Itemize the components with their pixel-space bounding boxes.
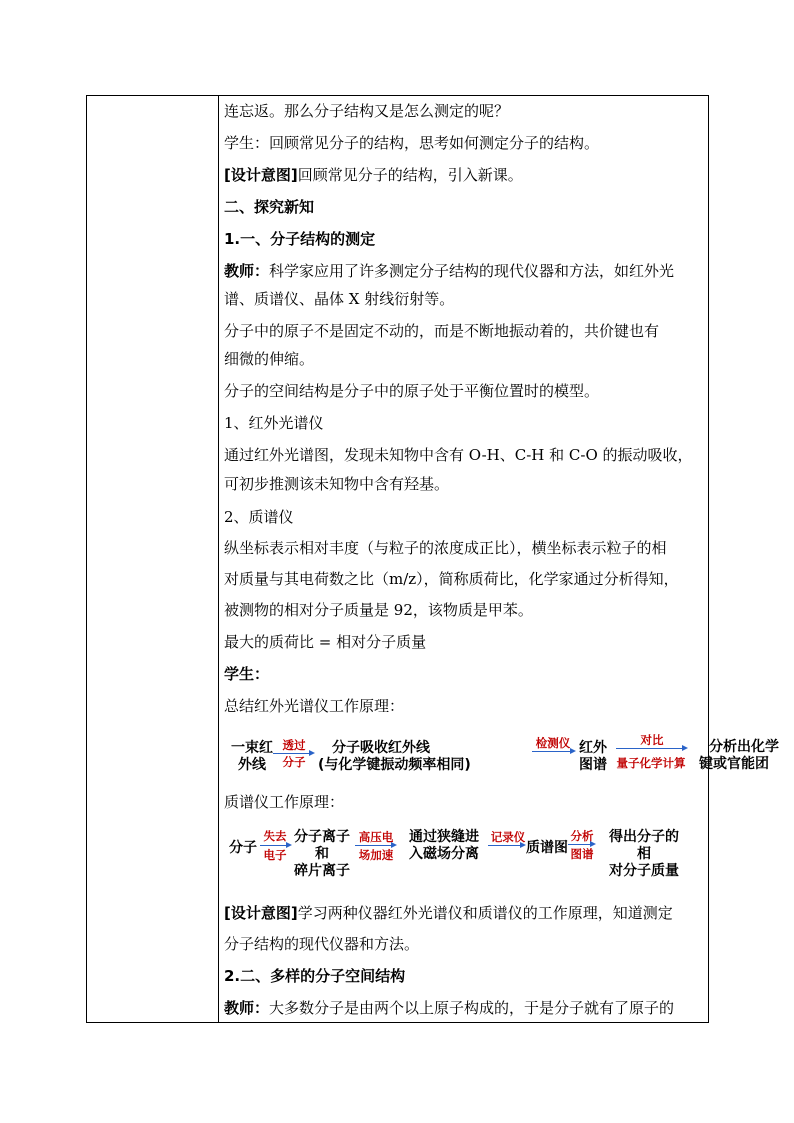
ms-arrow1-label-bottom: 电子: [263, 848, 287, 862]
text-line: 通过红外光谱图，发现未知物中含有 O-H、C-H 和 C-O 的振动吸收，: [224, 446, 693, 464]
teacher-text: 科学家应用了许多测定分子结构的现代仪器和方法，如红外光: [269, 262, 675, 280]
teacher-label: 教师：: [224, 999, 270, 1017]
design-intent-line: [224, 903, 673, 923]
text-line: 质谱仪工作原理：: [224, 793, 345, 811]
ir-arrow3-label-top: 对比: [640, 733, 664, 747]
ms-arrow2-label-bottom: 场加速: [358, 848, 394, 862]
design-intent-label: [设计意图]: [224, 904, 298, 922]
ir-arrow3-label-bottom: 量子化学计算: [616, 756, 686, 770]
text-line: 2、质谱仪: [224, 508, 294, 526]
design-intent-line: [224, 165, 523, 185]
ir-node-infrared: 一束红 外线: [231, 740, 273, 773]
teacher-line: [224, 998, 674, 1018]
text-line: 对质量与其电荷数之比（m/z），简称质荷比，化学家通过分析得知，: [224, 570, 679, 588]
ms-node-molecule: 分子: [229, 840, 257, 856]
ms-principle-diagram: [224, 824, 708, 888]
text-line: 最大的质荷比 = 相对分子质量: [224, 633, 427, 651]
ir-arrow1-label-bottom: 分子: [282, 755, 306, 769]
column-divider: [218, 96, 219, 1022]
ms-arrow2-label-top: 高压电: [358, 830, 394, 844]
ms-node-separation: 通过狭缝进 入磁场分离: [409, 829, 479, 862]
text-line: 1、红外光谱仪: [224, 414, 324, 432]
ms-arrow4-label-top: 分析: [570, 829, 594, 843]
ir-node-result: 分析出化学 键或官能团: [699, 739, 779, 772]
subsection-heading: 2.二、多样的分子空间结构: [224, 967, 406, 985]
text-line: 连忘返。那么分子结构又是怎么测定的呢？: [224, 102, 510, 120]
ms-node-result: 得出分子的 相 对分子质量: [609, 829, 679, 879]
ms-arrow-4: [568, 844, 594, 845]
text-line: 纵坐标表示相对丰度（与粒子的浓度成正比），横坐标表示粒子的相: [224, 539, 667, 557]
text-line: 分子结构的现代仪器和方法。: [224, 935, 420, 953]
ir-arrow1-label-top: 透过: [282, 738, 306, 752]
ms-arrow-3: [488, 845, 524, 846]
design-intent-text: 回顾常见分子的结构，引入新课。: [297, 166, 523, 184]
ir-arrow-1: [273, 753, 313, 754]
ms-node-ions: 分子离子 和 碎片离子: [294, 829, 350, 879]
ir-arrow-2: [532, 751, 574, 752]
section-heading: 二、探究新知: [224, 198, 315, 216]
design-intent-label: [设计意图]: [224, 166, 298, 184]
ms-arrow-1: [260, 845, 290, 846]
ms-arrow4-label-bottom: 图谱: [570, 847, 594, 861]
subsection-heading: 1.一、分子结构的测定: [224, 230, 376, 248]
ms-node-spectrum: 质谱图: [526, 840, 568, 856]
text-line: 学生：回顾常见分子的结构，思考如何测定分子的结构。: [224, 134, 600, 152]
ir-node-spectrum: 红外 图谱: [579, 740, 607, 773]
teacher-line: [224, 261, 674, 281]
lesson-table: [86, 95, 779, 1023]
design-intent-text: 学习两种仪器红外光谱仪和质谱仪的工作原理，知道测定: [297, 904, 673, 922]
student-label: 学生：: [224, 665, 270, 683]
text-line: 被测物的相对分子质量是 92，该物质是甲苯。: [224, 601, 533, 619]
text-line: 可初步推测该未知物中含有羟基。: [224, 475, 450, 493]
text-line: 细微的伸缩。: [224, 350, 315, 368]
ms-arrow3-label-top: 记录仪: [490, 830, 526, 844]
ms-arrow-2: [355, 845, 395, 846]
ms-arrow1-label-top: 失去: [263, 829, 287, 843]
teacher-label: 教师：: [224, 262, 270, 280]
text-line: 谱、质谱仪、晶体 X 射线衍射等。: [224, 290, 455, 308]
text-line: 分子的空间结构是分子中的原子处于平衡位置时的模型。: [224, 382, 600, 400]
ir-arrow2-label-top: 检测仪: [535, 736, 571, 750]
ir-arrow-3: [616, 748, 686, 749]
teacher-text: 大多数分子是由两个以上原子构成的，于是分子就有了原子的: [269, 999, 675, 1017]
ir-principle-diagram: [224, 728, 779, 778]
ir-node-absorb: 分子吸收红外线 (与化学键振动频率相同): [318, 740, 471, 773]
text-line: 总结红外光谱仪工作原理：: [224, 697, 405, 715]
text-line: 分子中的原子不是固定不动的，而是不断地振动着的，共价键也有: [224, 322, 660, 340]
